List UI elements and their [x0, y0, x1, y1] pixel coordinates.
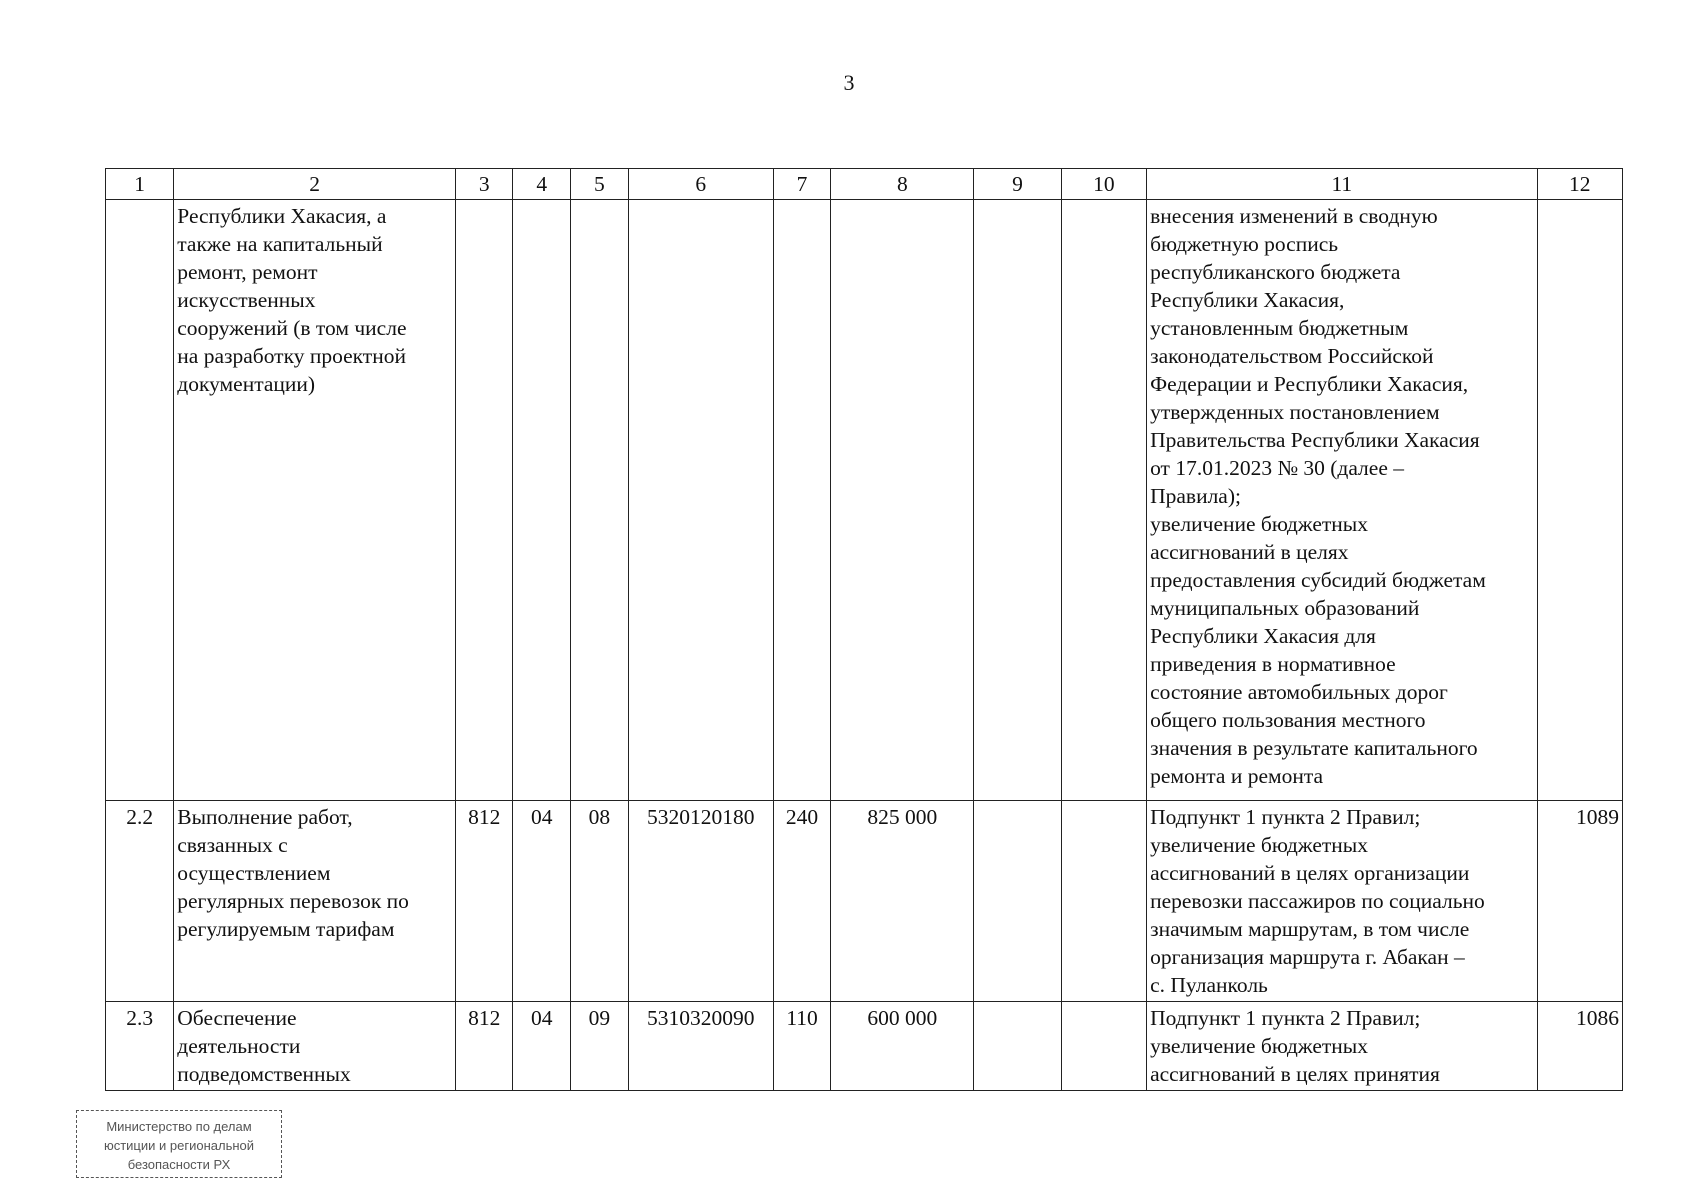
item-name: Республики Хакасия, а также на капитальный ремонт, ремонт искусственных сооружений (в том числе на разработку проектной документации)	[174, 200, 456, 801]
table-row	[106, 200, 1623, 801]
header-cell: 8	[831, 169, 974, 200]
header-cell: 6	[628, 169, 773, 200]
amount-cell	[831, 200, 974, 801]
number-cell: 1089	[1537, 801, 1622, 1002]
code-cell: 5320120180	[628, 801, 773, 1002]
amount-cell: 600 000	[831, 1002, 974, 1091]
stamp-line: юстиции и региональной	[103, 1138, 255, 1153]
code-cell: 04	[513, 801, 571, 1002]
row-number	[106, 200, 174, 801]
header-cell: 7	[773, 169, 831, 200]
row-number: 2.2	[106, 801, 174, 1002]
header-cell: 9	[974, 169, 1061, 200]
page-number: 3	[843, 70, 855, 95]
amount-cell: 825 000	[831, 801, 974, 1002]
code-cell	[571, 200, 629, 801]
basis-text: Подпункт 1 пункта 2 Правил; увеличение бюджетных ассигнований в целях организации перевозки пассажиров по социально значимым маршрутам, в том числе организация маршрута г. Абакан – с. Пуланколь	[1147, 801, 1537, 1002]
registration-stamp	[76, 1110, 282, 1178]
stamp-line: Министерство по делам	[106, 1119, 252, 1134]
header-cell: 11	[1147, 169, 1537, 200]
item-name: Выполнение работ, связанных с осуществлением регулярных перевозок по регулируемым тарифам	[174, 801, 456, 1002]
amount-cell	[974, 801, 1061, 1002]
budget-table	[105, 168, 1623, 1091]
header-cell: 5	[571, 169, 629, 200]
number-cell	[1537, 200, 1622, 801]
code-cell	[773, 200, 831, 801]
header-cell: 3	[455, 169, 513, 200]
amount-cell	[1061, 1002, 1146, 1091]
header-cell: 10	[1061, 169, 1146, 200]
header-row	[106, 169, 1623, 200]
header-cell: 4	[513, 169, 571, 200]
header-cell: 2	[174, 169, 456, 200]
number-cell: 1086	[1537, 1002, 1622, 1091]
amount-cell	[974, 200, 1061, 801]
code-cell: 812	[455, 1002, 513, 1091]
code-cell: 09	[571, 1002, 629, 1091]
code-cell: 5310320090	[628, 1002, 773, 1091]
code-cell: 240	[773, 801, 831, 1002]
amount-cell	[1061, 801, 1146, 1002]
code-cell: 08	[571, 801, 629, 1002]
amount-cell	[974, 1002, 1061, 1091]
code-cell	[628, 200, 773, 801]
stamp-line: безопасности РХ	[127, 1157, 231, 1172]
code-cell	[513, 200, 571, 801]
header-cell: 1	[106, 169, 174, 200]
code-cell: 04	[513, 1002, 571, 1091]
code-cell	[455, 200, 513, 801]
code-cell: 812	[455, 801, 513, 1002]
table-row	[106, 801, 1623, 1002]
row-number: 2.3	[106, 1002, 174, 1091]
basis-text: внесения изменений в сводную бюджетную роспись республиканского бюджета Республики Хакасия, установленным бюджетным законодательством Российской Федерации и Республики Хакасия, утвержденных постановлением Правительства Республики Хакасия от 17.01.2023 № 30 (далее – Правила); увеличение бюджетных ассигнований в целях предоставления субсидий бюджетам муниципальных образований Республики Хакасия для приведения в нормативное состояние автомобильных дорог общего пользования местного значения в результате капитального ремонта и ремонта	[1147, 200, 1537, 801]
basis-text: Подпункт 1 пункта 2 Правил; увеличение бюджетных ассигнований в целях принятия	[1147, 1002, 1537, 1091]
item-name: Обеспечение деятельности подведомственных	[174, 1002, 456, 1091]
code-cell: 110	[773, 1002, 831, 1091]
amount-cell	[1061, 200, 1146, 801]
header-cell: 12	[1537, 169, 1622, 200]
table-row	[106, 1002, 1623, 1091]
